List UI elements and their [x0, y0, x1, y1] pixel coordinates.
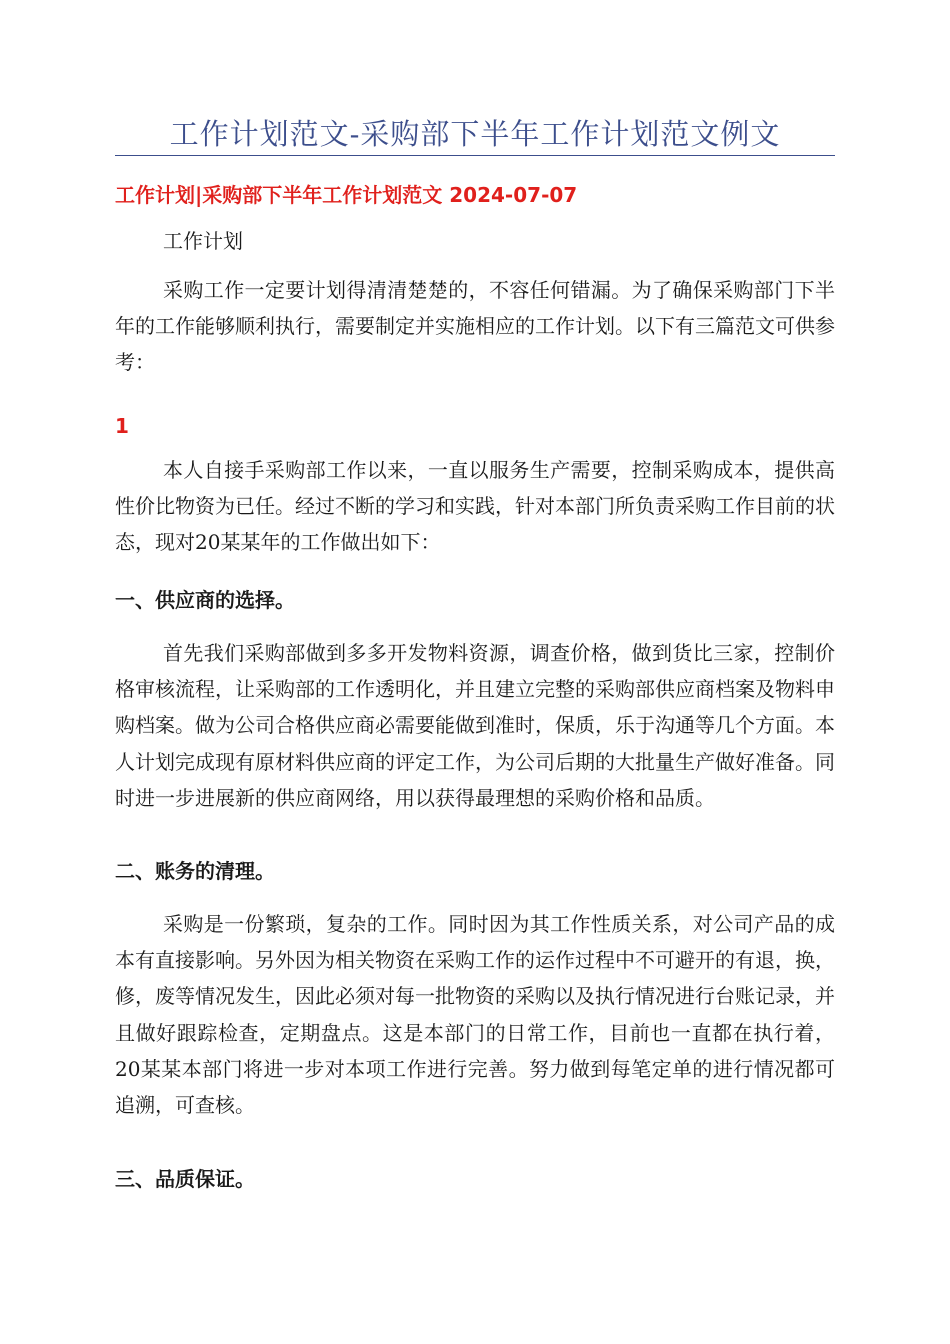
section-heading: 三、品质保证。 — [115, 1167, 255, 1191]
title-underline — [115, 155, 835, 156]
intro-paragraph: 采购工作一定要计划得清清楚楚的，不容任何错漏。为了确保采购部门下半年的工作能够顺利执行，需要制定并实施相应的工作计划。以下有三篇范文可供参考： — [115, 278, 835, 375]
section-heading: 二、账务的清理。 — [115, 859, 275, 883]
document-subheading: 工作计划|采购部下半年工作计划范文 2024-07-07 — [115, 183, 578, 207]
document-title: 工作计划范文-采购部下半年工作计划范文例文 — [169, 117, 781, 151]
body-paragraph: 首先我们采购部做到多多开发物料资源，调查价格，做到货比三家，控制价格审核流程，让采购部的工作透明化，并且建立完整的采购部供应商档案及物料申购档案。做为公司合格供应商必需要能做到准时，保质，乐于沟通等几个方面。本人计划完成现有原材料供应商的评定工作，为公司后期的大批量生产做好准备。同时进一步进展新的供应商网络，用以获得最理想的采购价格和品质。 — [115, 641, 835, 810]
body-paragraph: 采购是一份繁琐，复杂的工作。同时因为其工作性质关系，对公司产品的成本有直接影响。另外因为相关物资在采购工作的运作过程中不可避开的有退，换，修，废等情况发生，因此必须对每一批物资的采购以及执行情况进行台账记录，并且做好跟踪检查，定期盘点。这是本部门的日常工作，目前也一直都在执行着，20某某本部门将进一步对本项工作进行完善。努力做到每笔定单的进行情况都可追溯，可查核。 — [115, 912, 835, 1118]
category-label: 工作计划 — [163, 229, 243, 253]
section-heading: 一、供应商的选择。 — [115, 588, 295, 612]
section-number: 1 — [115, 414, 129, 438]
body-paragraph: 本人自接手采购部工作以来，一直以服务生产需要，控制采购成本，提供高性价比物资为已任。经过不断的学习和实践，针对本部门所负责采购工作目前的状态，现对20某某年的工作做出如下： — [115, 458, 835, 555]
